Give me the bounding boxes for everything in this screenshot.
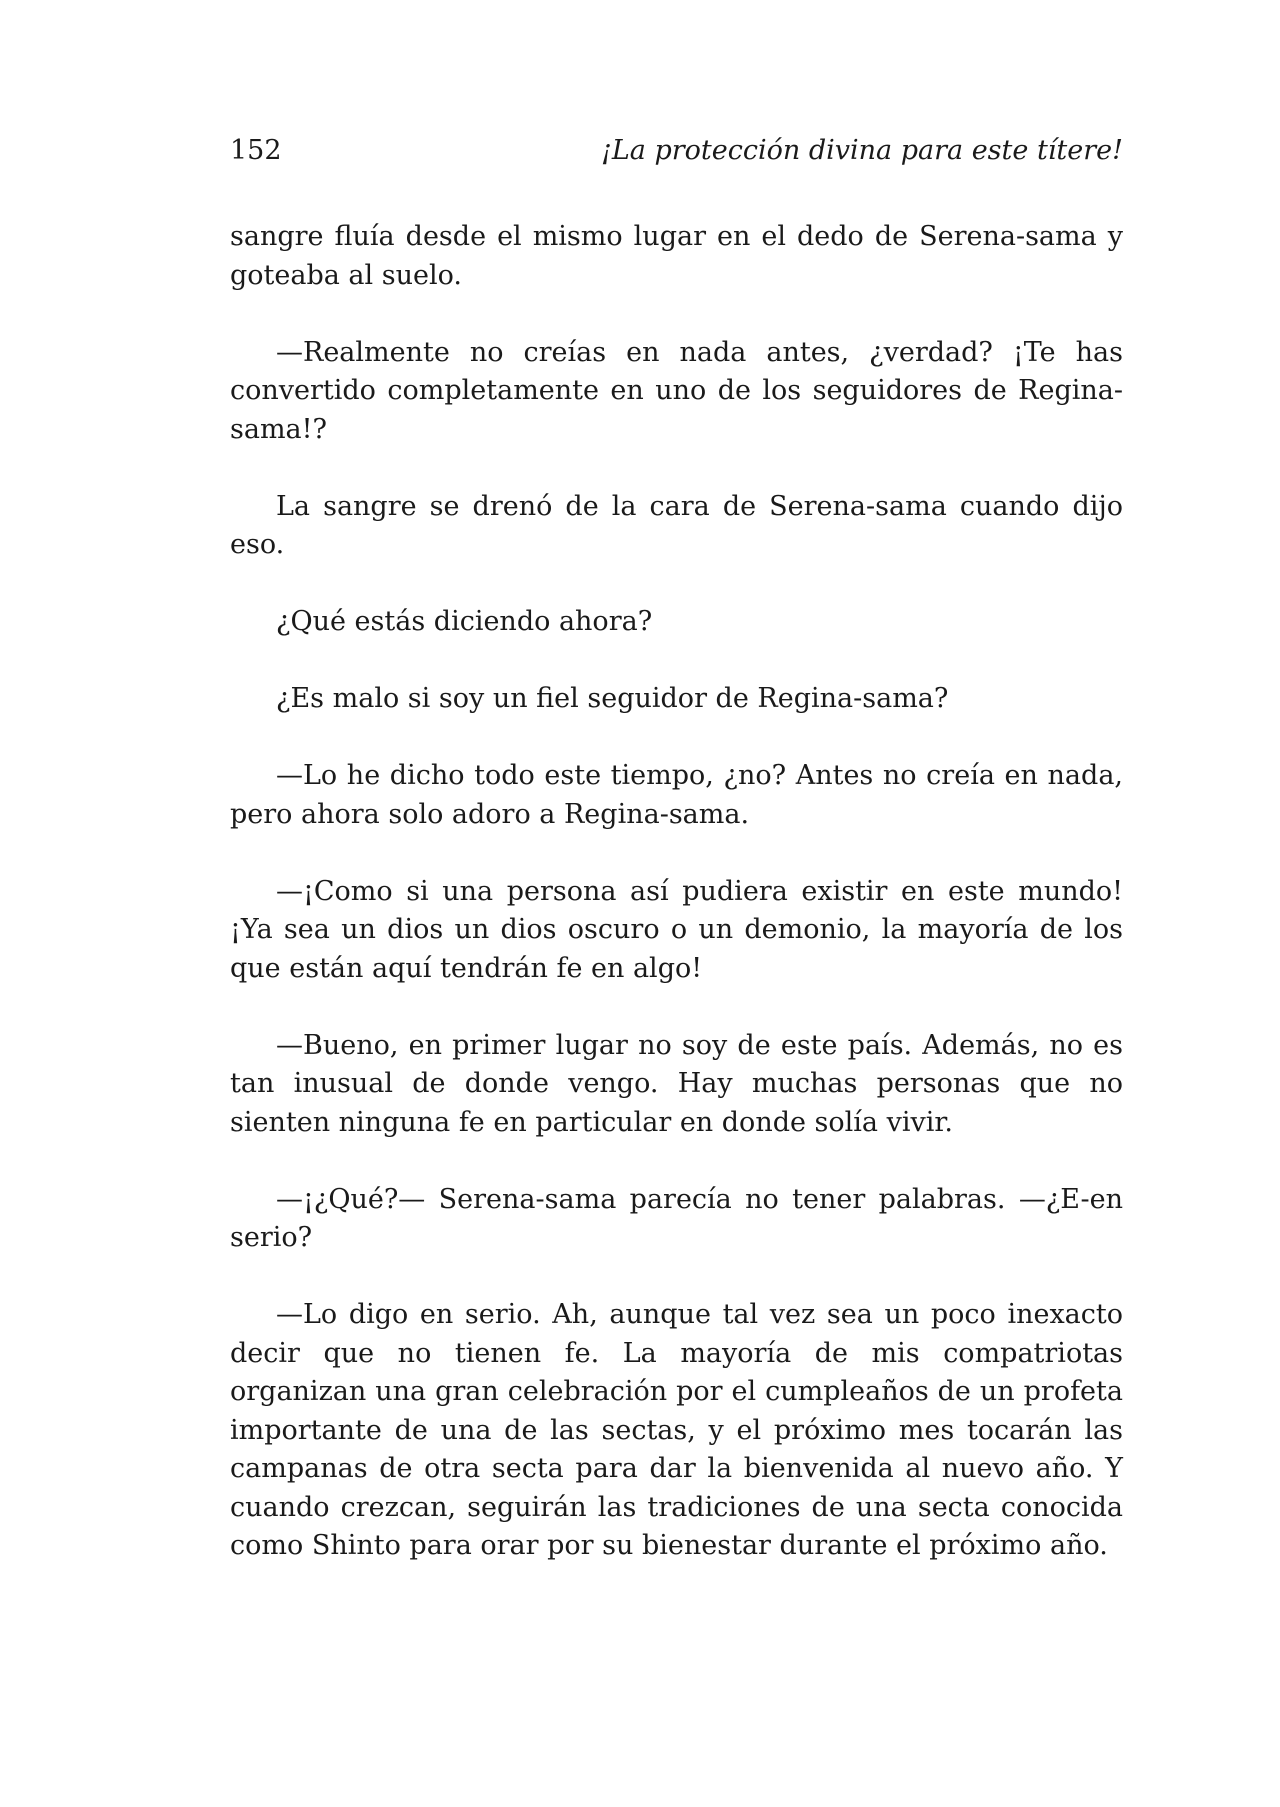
paragraph-4: ¿Qué estás diciendo ahora? bbox=[276, 606, 653, 637]
paragraph-1: sangre fluía desde el mismo lugar en el dedo de Serena-sama y goteaba al suelo. bbox=[230, 221, 1123, 291]
paragraph-3: La sangre se drenó de la cara de Serena-sama cuando dijo eso. bbox=[230, 490, 1123, 560]
body-text bbox=[230, 218, 1123, 1604]
running-header bbox=[230, 131, 1123, 171]
paragraph-2: —Realmente no creías en nada antes, ¿verdad? ¡Te has convertido completamente en uno de los seguidores de Regina-sama!? bbox=[230, 336, 1123, 445]
paragraph-10: —Lo digo en serio. Ah, aunque tal vez sea un poco inexacto decir que no tienen fe. La mayoría de mis compatriotas organizan una gran celebración por el cumpleaños de un profeta importante de una de las sectas, y el próximo mes tocarán las campanas de otra secta para dar la bienvenida al nuevo año. Y cuando crezcan, seguirán las tradiciones de una secta conocida como Shinto para orar por su bienestar durante el próximo año. bbox=[230, 1299, 1123, 1561]
book-title: ¡La protección divina para este títere! bbox=[601, 135, 1123, 166]
paragraph-7: —¡Como si una persona así pudiera existir en este mundo! ¡Ya sea un dios un dios oscuro o un demonio, la mayoría de los que están aquí tendrán fe en algo! bbox=[230, 875, 1123, 984]
paragraph-9: —¡¿Qué?— Serena-sama parecía no tener palabras. —¿E-en serio? bbox=[230, 1183, 1123, 1253]
paragraph-5: ¿Es malo si soy un fiel seguidor de Regina-sama? bbox=[276, 683, 949, 714]
paragraph-8: —Bueno, en primer lugar no soy de este país. Además, no es tan inusual de donde vengo. Hay muchas personas que no sienten ninguna fe en particular en donde solía vivir. bbox=[230, 1029, 1123, 1138]
paragraph-6: —Lo he dicho todo este tiempo, ¿no? Antes no creía en nada, pero ahora solo adoro a Regina-sama. bbox=[230, 760, 1123, 830]
page-number: 152 bbox=[230, 135, 282, 166]
